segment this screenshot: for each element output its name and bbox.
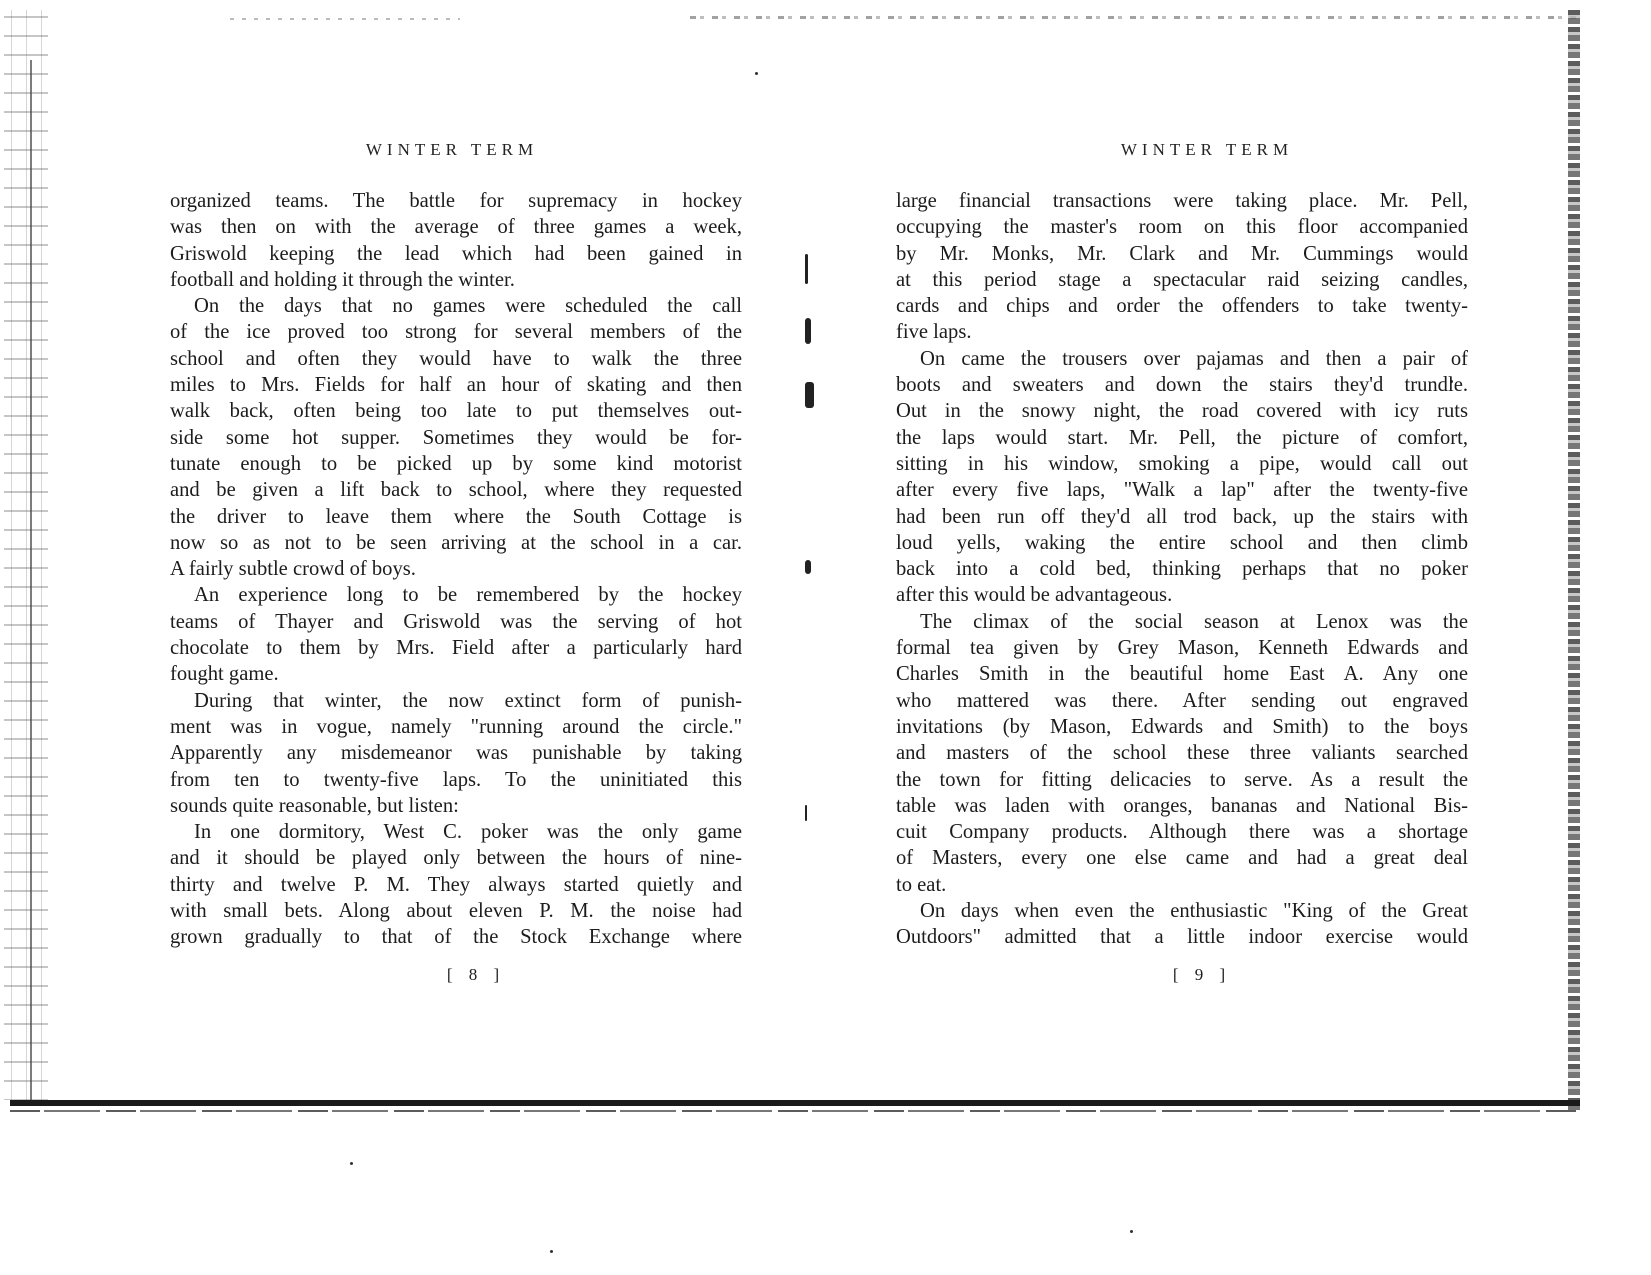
text-line: occupying the master's room on this floor accompanied — [896, 216, 1468, 239]
text-line: During that winter, the now extinct form of punish- — [194, 689, 742, 712]
paragraph — [170, 293, 742, 582]
text-line: to eat. — [896, 873, 947, 896]
text-line: with small bets. Along about eleven P. M. the noise had — [170, 900, 742, 923]
text-line: A fairly subtle crowd of boys. — [170, 558, 416, 581]
text-line: and be given a lift back to school, where they requested — [170, 479, 742, 502]
scan-speck — [755, 72, 758, 75]
text-line: thirty and twelve P. M. They always started quietly and — [170, 873, 742, 896]
top-edge-artifact-left — [230, 18, 460, 20]
paragraph — [170, 188, 742, 293]
text-line: cards and chips and order the offenders to take twenty- — [896, 295, 1468, 318]
text-line: organized teams. The battle for supremacy in hockey — [170, 190, 742, 212]
text-line: football and holding it through the winter. — [170, 268, 515, 291]
text-line: school and often they would have to walk the three — [170, 347, 742, 370]
scan-speck — [350, 1162, 353, 1165]
left-binding-rule — [30, 60, 32, 1100]
text-line: table was laden with oranges, bananas and National Bis- — [896, 794, 1468, 817]
text-line: of the ice proved too strong for several members of the — [170, 321, 742, 344]
paragraph — [896, 898, 1468, 951]
paragraph — [170, 582, 742, 687]
text-line: the town for fitting delicacies to serve. As a result the — [896, 768, 1468, 791]
page-number: [ 9 ] — [1172, 964, 1232, 984]
paragraph — [896, 188, 1468, 346]
text-line: large financial transactions were taking place. Mr. Pell, — [896, 190, 1468, 212]
text-line: ment was in vogue, namely "running around the circle." — [170, 715, 742, 738]
text-line: formal tea given by Grey Mason, Kenneth Edwards and — [896, 637, 1468, 660]
text-line: and it should be played only between the hours of nine- — [170, 847, 742, 870]
text-line: On came the trousers over pajamas and then a pair of — [920, 347, 1468, 370]
left-page-edge — [4, 10, 48, 1100]
gutter-thread-mark — [805, 382, 814, 408]
text-line: On days when even the enthusiastic "King of the Great — [920, 900, 1468, 923]
text-line: On the days that no games were scheduled the call — [194, 295, 742, 318]
text-line: the driver to leave them where the South Cottage is — [170, 505, 742, 528]
text-line: the laps would start. Mr. Pell, the picture of comfort, — [896, 426, 1468, 449]
page-body — [170, 188, 742, 951]
text-line: loud yells, waking the entire school and then climb — [896, 531, 1468, 554]
text-line: five laps. — [896, 321, 972, 344]
text-line: tunate enough to be picked up by some kind motorist — [170, 452, 742, 475]
text-line: had been run off they'd all trod back, up the stairs with — [896, 505, 1468, 528]
scan-speck — [550, 1250, 553, 1253]
left-page — [170, 130, 742, 985]
text-line: sitting in his window, smoking a pipe, would call out — [896, 452, 1468, 475]
paragraph — [170, 688, 742, 819]
bottom-page-edge-shadow — [10, 1110, 1580, 1112]
text-line: Out in the snowy night, the road covered with icy ruts — [896, 400, 1468, 423]
text-line: In one dormitory, West C. poker was the only game — [194, 821, 742, 844]
text-line: An experience long to be remembered by the hockey — [194, 584, 742, 607]
text-line: miles to Mrs. Fields for half an hour of skating and then — [170, 374, 742, 397]
text-line: from ten to twenty-five laps. To the uninitiated this — [170, 768, 742, 791]
gutter-thread-mark — [805, 254, 808, 284]
page-number: [ 8 ] — [446, 964, 506, 984]
right-page — [896, 130, 1468, 985]
paragraph — [896, 609, 1468, 898]
text-line: was then on with the average of three games a week, — [170, 216, 742, 239]
text-line: after this would be advantageous. — [896, 584, 1173, 607]
paragraph — [896, 346, 1468, 609]
text-line: back into a cold bed, thinking perhaps that no poker — [896, 558, 1468, 581]
text-line: fought game. — [170, 663, 279, 686]
right-page-edge — [1568, 10, 1580, 1110]
page-body — [896, 188, 1468, 951]
gutter-thread-mark — [805, 318, 811, 344]
text-line: sounds quite reasonable, but listen: — [170, 794, 459, 817]
text-line: after every five laps, "Walk a lap" after the twenty-five — [896, 479, 1468, 502]
text-line: invitations (by Mason, Edwards and Smith) to the boys — [896, 715, 1468, 738]
text-line: The climax of the social season at Lenox was the — [920, 610, 1468, 633]
text-line: Outdoors" admitted that a little indoor exercise would — [896, 926, 1468, 949]
running-head: WINTER TERM — [1120, 140, 1294, 159]
text-line: teams of Thayer and Griswold was the serving of hot — [170, 610, 742, 633]
text-line: Griswold keeping the lead which had been gained in — [170, 242, 742, 265]
top-edge-artifact — [690, 16, 1580, 19]
text-line: boots and sweaters and down the stairs they'd trundle. — [896, 374, 1468, 397]
text-line: walk back, often being too late to put themselves out- — [170, 400, 742, 423]
text-line: by Mr. Monks, Mr. Clark and Mr. Cummings would — [896, 242, 1468, 265]
scan-speck — [1130, 1230, 1133, 1233]
text-line: side some hot supper. Sometimes they would be for- — [170, 426, 742, 449]
text-line: of Masters, every one else came and had a great deal — [896, 847, 1468, 870]
text-line: who mattered was there. After sending out engraved — [896, 689, 1468, 712]
text-line: grown gradually to that of the Stock Exchange where — [170, 926, 742, 949]
gutter-thread-mark — [805, 805, 807, 821]
text-line: and masters of the school these three valiants searched — [896, 742, 1468, 765]
bottom-page-edge — [10, 1100, 1580, 1106]
text-line: Charles Smith in the beautiful home East A. Any one — [896, 663, 1468, 686]
running-head: WINTER TERM — [365, 140, 539, 159]
text-line: now so as not to be seen arriving at the school in a car. — [170, 531, 742, 554]
text-line: chocolate to them by Mrs. Field after a particularly hard — [170, 637, 742, 660]
text-line: Apparently any misdemeanor was punishable by taking — [170, 742, 742, 765]
paragraph — [170, 819, 742, 950]
gutter-thread-mark — [805, 560, 811, 574]
text-line: cuit Company products. Although there was a shortage — [896, 821, 1468, 844]
text-line: at this period stage a spectacular raid seizing candles, — [896, 268, 1468, 291]
